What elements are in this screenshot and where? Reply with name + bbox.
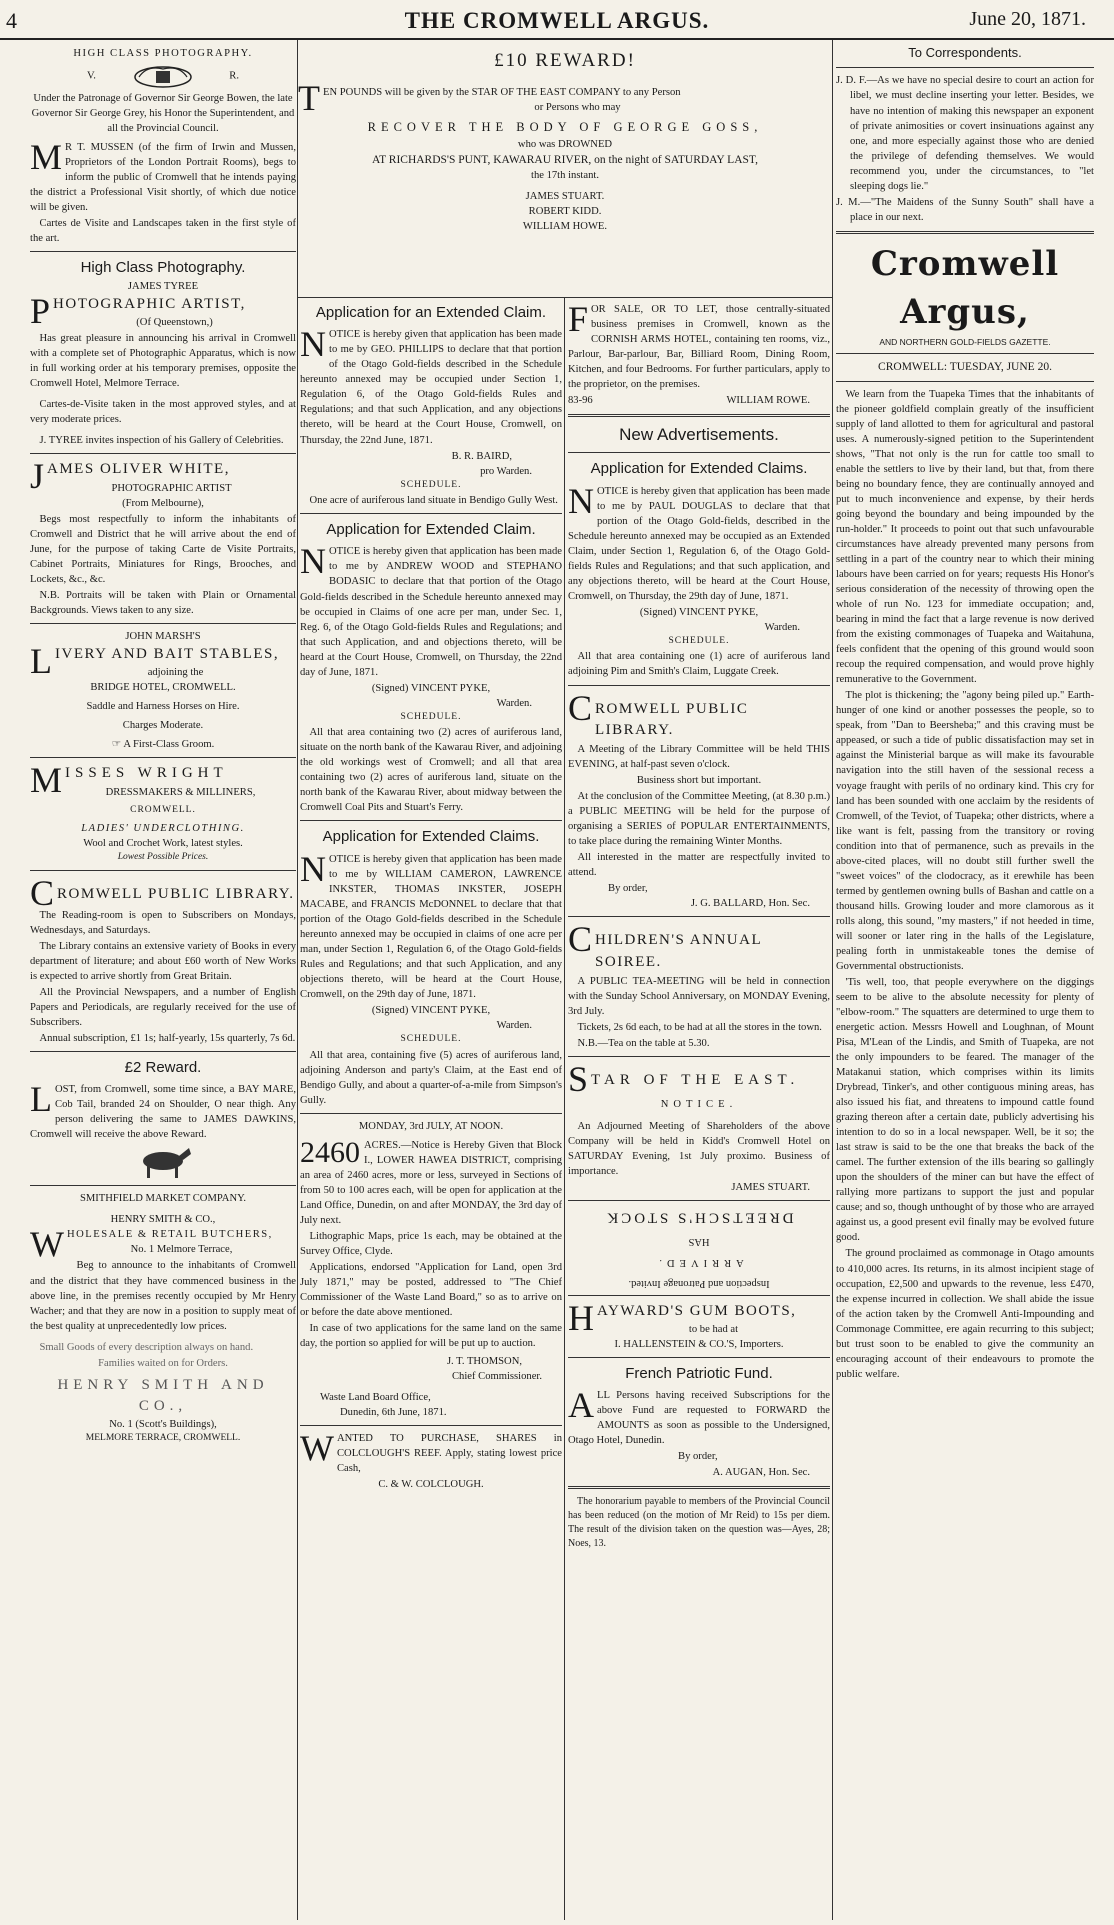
livery-stables-ad [30, 629, 296, 752]
drop-cap: W [300, 1428, 334, 1469]
marsh-groom: A First-Class Groom. [123, 739, 215, 751]
wright-under: LADIES' UNDERCLOTHING. [81, 823, 245, 835]
a1-sched-text: One acre of auriferous land situate in Bendigo Gully West. [309, 495, 558, 507]
white-text: Begs most respectfully to inform the inhabitants of Cromwell and District that he will arrive about the end of June, for the purpose of taking Carte de Visite Portraits, Cabinet Portraits, Miniatures for Rings, Brooches, and Lockets, &c., &c. [30, 513, 296, 585]
drop-cap: F [568, 300, 589, 339]
land-num: 2460 [300, 1135, 360, 1169]
horse-icon [133, 1144, 193, 1180]
wright-wool: Wool and Crochet Work, latest styles. [83, 838, 243, 850]
a3-text: OTICE is hereby given that application has been made to me by WILLIAM CAMERON, LAWRENCE INKSTER, THOMAS INKSTER, JOSEPH MACABE, and FRANCIS McDONNEL to declare that that portion of the Otago Gold-fields described in the Schedule hereunto annexed may be occupied in claims of one acre per man, under Section 1, Regulation 6, of the Otago Gold-fields Rules and Regulations; and that such Application, and any objections thereto, will be heard at the Court House, Cromwell, on the 29th day of June, 1871. [300, 853, 562, 1001]
crest-icon [123, 63, 203, 89]
land-text: ACRES.—Notice is Hereby Given that Block I., LOWER HAWEA DISTRICT, comprising an area of 2460 acres, more or less, surveyed in Sections of from 50 to 100 acres each, will be open for application at the Land Office, Dunedin, on and after MONDAY, the 3rd day of July next. [300, 1139, 562, 1226]
smith-sig3: MELMORE TERRACE, CROMWELL. [85, 1433, 241, 1444]
claim-notice-wood [300, 519, 562, 815]
land-p4: In case of two applications for the same land on the same day, the portion so applied for will be put up to auction. [300, 1323, 562, 1350]
ad-heading: Application for an Extended Claim. [315, 304, 547, 321]
inv-l2: ARRIVED. [654, 1256, 744, 1268]
land-office: Waste Land Board Office, [320, 1392, 431, 1404]
land-notice [300, 1119, 562, 1421]
land-sig2: Chief Commissioner. [451, 1371, 542, 1383]
ad-heading: £10 REWARD! [494, 50, 636, 71]
smith-families: Families waited on for Orders. [98, 1357, 228, 1369]
lib-title: ROMWELL PUBLIC LIBRARY. [57, 885, 295, 902]
sale-ref: 83-96 [568, 395, 593, 407]
crest-r: R. [229, 70, 239, 82]
soiree-title: HILDREN'S ANNUAL SOIREE. [595, 932, 762, 970]
marsh-hotel: BRIDGE HOTEL, CROMWELL. [90, 682, 236, 694]
marsh-saddle: Saddle and Harness Horses on Hire. [86, 701, 240, 713]
white-nb: N.B. Portraits will be taken with Plain or Ornamental Backgrounds. Views taken to any size. [30, 589, 296, 616]
reward-line1: EN POUNDS will be given by the STAR OF THE EAST COMPANY to any Person [323, 86, 681, 98]
tyree-invite: J. TYREE invites inspection of his Gallery of Celebrities. [39, 435, 284, 447]
a3-sched: SCHEDULE. [400, 1034, 462, 1045]
reward-line6: the 17th instant. [531, 170, 599, 182]
drop-cap: T [298, 77, 320, 118]
photography-ad-tyree [30, 257, 296, 448]
sale-text: OR SALE, OR TO LET, those centrally-situated business premises in Cromwell, known as the CORNISH ARMS HOTEL, containing ten rooms, viz., Parlour, Bar-parlour, Bar, Billiard Room, Dining Room, Kitchen, and four Bedrooms. For further particulars, apply to the proprietor, on the premises. [568, 304, 830, 391]
reward-sig3: WILLIAM HOWE. [522, 221, 608, 233]
photography-ad-white [30, 456, 296, 618]
fund-text: LL Persons having received Subscriptions for the above Fund are requested to FORWARD the AMOUNTS as soon as possible to the Undersigned, Otago Hotel, Dunedin. [568, 1390, 830, 1447]
drop-cap: N [300, 541, 326, 582]
french-fund-ad [568, 1363, 830, 1479]
tyree-name: JAMES TYREE [127, 280, 199, 292]
smith-head: SMITHFIELD MARKET COMPANY. [79, 1193, 247, 1205]
smith-goods: Small Goods of every description always on hand. [39, 1341, 254, 1353]
c-sched-text: All that area containing one (1) acre of auriferous land adjoining Pim and Smith's Claim, Luggate Creek. [568, 651, 830, 678]
drop-cap: M [30, 760, 63, 801]
a3-sig: (Signed) VINCENT PYKE, [371, 1005, 491, 1017]
milliners-ad [30, 760, 296, 864]
drop-cap: C [568, 919, 593, 960]
star-text: An Adjourned Meeting of Shareholders of the above Company will be held in Kidd's Cromwell Hotel on SATURDAY Evening, 1st July proximo. Business of importance. [568, 1120, 830, 1177]
soiree-p1: A PUBLIC TEA-MEETING will be held in connection with the Sunday School Anniversary, on MONDAY Evening, 3rd July. [568, 976, 830, 1018]
drop-cap: J [30, 456, 45, 497]
crest-v: V. [87, 70, 96, 82]
gum-sub: to be had at [688, 1323, 739, 1335]
tyree-from: (Of Queenstown,) [136, 316, 213, 328]
mussen-text: R T. MUSSEN (of the firm of Irwin and Mussen, Proprietors of the London Portrait Rooms), begs to inform the public of Cromwell that he intends paying the district a Professional Visit shortly, of which due notice will be given. [30, 142, 296, 214]
drop-cap: P [30, 290, 51, 331]
a2-sig2: Warden. [496, 697, 532, 709]
newspaper-title: THE CROMWELL ARGUS. [404, 8, 710, 33]
a1-sig: B. R. BAIRD, [451, 450, 512, 462]
ad-heading: HIGH CLASS PHOTOGRAPHY. [73, 48, 253, 59]
claim-notice-cameron [300, 826, 562, 1107]
gum-boots-ad [568, 1297, 830, 1352]
lib-p4: Annual subscription, £1 1s; half-yearly, 15s quarterly, 7s 6d. [39, 1032, 296, 1044]
c-sig2: Warden. [764, 621, 800, 633]
reward-line5: AT RICHARDS'S PUNT, KAWARAU RIVER, on the night of SATURDAY LAST, [372, 153, 758, 166]
drop-cap: C [30, 872, 55, 913]
column-1 [30, 44, 296, 1922]
lib-p3: At the conclusion of the Committee Meeting, (at 8.30 p.m.) a PUBLIC MEETING will be held for the purpose of organising a SERIES of POPULAR ENTERTAINMENTS, to take place during the remaining Winter Months. [568, 791, 830, 848]
column-rule [297, 40, 298, 1920]
column-4 [836, 44, 1094, 1922]
drop-cap: W [30, 1224, 64, 1265]
drop-cap: C [568, 687, 593, 728]
drop-cap: A [568, 1385, 594, 1426]
reward-ad [30, 1057, 296, 1180]
ten-pound-reward-ad [298, 44, 832, 296]
reward-sig1: JAMES STUART. [525, 191, 605, 203]
honorarium-note: The honorarium payable to members of the Provincial Council has been reduced (on the motion of Mr Reid) to 15s per diem. The result of the division taken on the question was—Ayes, 28; Noes, 13. [568, 1495, 830, 1550]
drop-cap: N [300, 848, 326, 889]
c-text: OTICE is hereby given that application has been made to me by PAUL DOUGLAS to declare that that portion of the Otago Gold-fields, described in the Schedule hereunto annexed may be occupied as an Extended Claim, under Section 1, Regulation 6, of the Otago Gold-fields Rules and Regulations; and that such application, and any objections thereto, will be heard at the Court House, Cromwell, on Thursday, the 29th day of June, 1871. [568, 485, 830, 602]
lib-p1: The Reading-room is open to Subscribers on Mondays, Wednesdays, and Saturdays. [30, 909, 296, 936]
column-rule [832, 40, 833, 1920]
fund-by: By order, [678, 1451, 718, 1463]
patronage-text: Under the Patronage of Governor Sir George Bowen, the late Governor Sir George Grey, his Honor the Superintendent, and all the Provincial Council. [31, 93, 295, 135]
reward-line3: RECOVER THE BODY OF GEORGE GOSS, [367, 120, 763, 135]
correspondent-reply-1: J. D. F.—As we have no special desire to court an action for libel, we must decline inserting your letter. Besides, we have no intention of making this newspaper an exponent of private animosities or covert insinuations against any one, and more especially against those who are denied the privilege of defending themselves. We would recommend you, under the circumstances, to "let sleeping dogs lie." [836, 75, 1094, 192]
drop-cap: M [30, 137, 63, 178]
lib-p4: All interested in the matter are respectfully invited to attend. [568, 852, 830, 879]
a3-sched-text: All that area, containing five (5) acres of auriferous land, adjoining Anderson and party's Claim, at the East end of Bendigo Gully, and about a quarter-of-a-mile from Simpson's Gully. [300, 1049, 562, 1106]
land-p2: Lithographic Maps, price 1s each, may be obtained at the Survey Office, Clyde. [300, 1230, 562, 1257]
ad-heading: Application for Extended Claim. [326, 521, 536, 539]
library-ad [30, 872, 296, 1046]
reward-line2: or Persons who may [534, 102, 621, 113]
lib-p3: All the Provincial Newspapers, and a number of English Papers and Periodicals, are regularly received for the use of Subscribers. [30, 986, 296, 1028]
land-sig: J. T. THOMSON, [446, 1356, 522, 1368]
column-2 [300, 300, 562, 1922]
drop-cap: S [568, 1059, 589, 1100]
inv-l1: Inspection and Patronage Invited. [628, 1277, 770, 1289]
gum-sig: I. HALLENSTEIN & CO.'S, Importers. [614, 1339, 784, 1351]
issue-date: June 20, 1871. [969, 8, 1086, 30]
editorial-paragraph-3: 'Tis well, too, that people everywhere on the diggings seem to be alive to the absolute necessity for plenty of "elbow-room." The squatters are determined to urge them to energetic action. Messrs Howell and Loughnan, of Mount Pisa, M'Lean of the Lindis, and Smith of Tuapeka, are not the only impounders to be feared. The manager of the Matakanui station, which comprises within its limits Drybread, Tinker's, and other contiguous mining areas, has also issued his fiat, and threatens to impound cattle found grazing thereon after a certain date, publicly advertising his intention to do so in a local newspaper. Well, be it so; the last straw is said to be the one that breaks the back of the camel. The further extension of the ills bearing so gallingly upon the shoulders of the miner can but have the effect of rallying more partizans to support the just and popular cause; and so, though unthought of by those who are arrayed against us, a good present evil finally may be evolved future good. [836, 976, 1094, 1244]
shares-sig: C. & W. COLCLOUGH. [378, 1479, 484, 1491]
editorial-paragraph-4: The ground proclaimed as commonage in Otago amounts to 410,000 acres. Its returns, in its almost incipient stage of occupation, £2,500 and upwards to the revenue, less £470, the expense incurred in collection. We shall abide the issue of the action taken by the Cromwell Anti-Impounding and Commonage Committee, ere again recurring to this subject; but trust soon to be enabled to give the community an encouraging account of their endeavours to promote the public welfare. [836, 1248, 1094, 1380]
smith-name: HENRY SMITH & CO., [110, 1214, 216, 1226]
ad-heading: £2 Reward. [124, 1058, 202, 1076]
ad-heading: Application for Extended Claims. [322, 828, 540, 846]
a2-sched-text: All that area containing two (2) acres of auriferous land, situate on the north bank of the Kawarau River, and adjoining the old workings west of Cromwell; and all that area containing two (2) acres of auriferous land, situate on the north bank of the Kawarau River, about midway between the Cromwell Coal Pits and Stuart's Ferry. [300, 727, 562, 814]
soiree-nb: N.B.—Tea on the table at 5.30. [577, 1038, 710, 1050]
c-sig: (Signed) VINCENT PYKE, [639, 606, 759, 618]
mussen-cartes: Cartes de Visite and Landscapes taken in the first style of the art. [30, 218, 296, 245]
ad-heading: Application for Extended Claims. [590, 460, 808, 478]
inverted-stock-ad [568, 1206, 830, 1290]
correspondent-reply-2: J. M.—"The Maidens of the Sunny South" shall have a place in our next. [836, 196, 1094, 223]
for-sale-ad [568, 302, 830, 408]
newspaper-nameplate: Cromwell Argus, [870, 243, 1060, 333]
reward-sig2: ROBERT KIDD. [528, 206, 602, 218]
lib-p2: The Library contains an extensive variety of Books in every department of literature; and about £60 worth of New Works is expected to arrive shortly from Great Britain. [30, 940, 296, 982]
lib-p1: A Meeting of the Library Committee will be held THIS EVENING, at half-past seven o'clock. [568, 744, 830, 771]
white-name: AMES OLIVER WHITE, [47, 461, 230, 478]
marsh-groom-line [30, 737, 296, 752]
photography-ad-mussen [30, 46, 296, 246]
tyree-title: HOTOGRAPHIC ARTIST, [53, 295, 246, 312]
tyree-cartes: Cartes-de-Visite taken in the most approved styles, and at very moderate prices. [30, 399, 296, 426]
lib-title: ROMWELL PUBLIC LIBRARY. [595, 700, 749, 738]
a3-sig2: Warden. [496, 1020, 532, 1032]
library-meeting-ad [568, 687, 830, 912]
column-3 [568, 300, 830, 1922]
wright-title: ISSES WRIGHT [65, 765, 228, 782]
editorial-paragraph-2: The plot is thickening; the "agony being piled up." Earth-hunger of one kind or another possesses the people, so to speak, from "Dan to Beersheba;" and this craving must be appeased, or such a tide of public dissatisfaction may set in against the Ministerial barque as will make its favourable navigation into the still haven of the sessional recess a voyage fraught with perils of no ordinary kind. This cry for land has been sounded with one acclaim by the residents of Cromwell, of the Teviot, of Tuapeka; other districts, where a like want is felt, passing from the transitory or roving condition into that of permanence, such as prevails in the above-cited places, will no doubt still further swell the "sweet voices" of the clodocracy, as it erewhile has been termed by gentlemen owning bulls of Bashan and cattle on a thousand hills. Growing louder and more clamorous as it rolls along, this sound, "my masters," if not heeded in time, will sooner or later ring in the halls of the Legislature, pealing forth in unmistakeable tones the demise of Governmental obstructionists. [836, 690, 1094, 972]
ad-heading: High Class Photography. [80, 259, 246, 277]
column-rule [564, 298, 565, 1920]
a2-sig: (Signed) VINCENT PYKE, [371, 682, 491, 694]
a2-text: OTICE is hereby given that application has been made to me by ANDREW WOOD and STEPHANO BODASIC to declare that that portion of the Otago Gold-fields described in the Schedule hereunto annexed may be occupied in Claims of one acre per man, under Sec. 1, Reg. 6, of the Otago Gold-fields Rules and Regulations; and that such Application, and and objections thereto, will be heard at the Court House, Cromwell, on Thursday, the 22nd day of June, 1871. [300, 546, 562, 678]
ad-heading: French Patriotic Fund. [625, 1365, 773, 1383]
masthead [0, 0, 1114, 40]
land-head: MONDAY, 3rd JULY, AT NOON. [358, 1120, 504, 1132]
lib-sig: J. G. BALLARD, Hon. Sec. [690, 898, 810, 910]
butchers-ad [30, 1191, 296, 1445]
lib-by: By order, [608, 883, 648, 895]
inv-l4: DREETSCH'S STOCK [604, 1208, 794, 1225]
drop-cap: H [568, 1297, 594, 1338]
a1-text: OTICE is hereby given that application has been made to me by GEO. PHILLIPS to declare that that portion of the Otago Gold-fields described in the Schedule hereunto annexed may be occupied under Section 1, Regulation 6, of the Otago Gold-fields Rules and Regulations; and that such Application, and any objections thereto, will be heard at the Court House, Cromwell, on Thursday, the 22nd June, 1871. [300, 329, 562, 446]
marsh-adj: adjoining the [147, 667, 204, 679]
marsh-name: JOHN MARSH'S [125, 630, 201, 642]
drop-cap: N [300, 324, 326, 365]
gum-title: AYWARD'S GUM BOOTS, [597, 1302, 797, 1319]
a2-sched: SCHEDULE. [400, 711, 462, 722]
claim-notice-phillips [300, 302, 562, 508]
land-p3: Applications, endorsed "Application for Land, open 3rd July 1871," may be posted, addressed to "The Chief Commissioner of the Waste Land Board," so as to arrive on or before the date above mentioned. [300, 1262, 562, 1319]
wright-town: CROMWELL. [130, 804, 196, 815]
marsh-charges: Charges Moderate. [122, 720, 204, 732]
smith-sig2: No. 1 (Scott's Buildings), [109, 1419, 217, 1431]
nameplate-subtitle: AND NORTHERN GOLD-FIELDS GAZETTE. [879, 337, 1051, 348]
shares-text: ANTED TO PURCHASE, SHARES in COLCLOUGH'S REEF. Apply, stating lowest price Cash, [336, 1433, 562, 1475]
sale-footer [568, 393, 830, 408]
fund-sig: A. AUGAN, Hon. Sec. [712, 1466, 810, 1478]
soiree-p2: Tickets, 2s 6d each, to be had at all the stores in the town. [577, 1022, 822, 1034]
smith-text: Beg to announce to the inhabitants of Cromwell and the district that they have commenced business in the above line, in the premises recently occupied by Mr Henry Wacher; and that they are now in a position to supply meat of the best quality at unprecedentedly low prices. [30, 1260, 296, 1332]
smith-sig: HENRY SMITH AND CO., [57, 1376, 269, 1414]
shares-wanted-ad [300, 1428, 562, 1492]
white-from: (From Melbourne), [122, 497, 204, 509]
marsh-title: IVERY AND BAIT STABLES, [55, 645, 280, 662]
page-number: 4 [6, 8, 17, 33]
drop-cap: L [30, 1079, 52, 1120]
c-sched: SCHEDULE. [668, 635, 730, 646]
drop-cap: L [30, 640, 52, 681]
pointing-hand-icon: ☞ [111, 739, 122, 751]
star-notice: NOTICE. [660, 1099, 738, 1111]
land-date: Dunedin, 6th June, 1871. [340, 1407, 447, 1419]
reward-text: OST, from Cromwell, some time since, a BAY MARE, Cob Tail, branded 24 on Shoulder, O near thigh. Any person delivering the same to JAMES DAWKINS, Cromwell will receive the above Reward. [30, 1084, 296, 1141]
claim-notice-douglas [568, 458, 830, 679]
royal-crest [30, 63, 296, 89]
star-title: TAR OF THE EAST. [591, 1072, 800, 1089]
reward-line4: who was DROWNED [517, 138, 613, 150]
white-title: PHOTOGRAPHIC ARTIST [111, 482, 232, 494]
smith-addr: No. 1 Melmore Terrace, [130, 1244, 233, 1256]
editorial-paragraph-1: We learn from the Tuapeka Times that the inhabitants of the pioneer goldfield complain greatly of the insufficient supply of land allotted to them for agricultural and pastoral uses. A numerously-signed petition to the Superintendent shows, "That not only is the run for cattle too small to enable the settlers to live by their land, but that, from there being no boundary fence, they are continually annoyed and put to much inconvenience and expense, by their herds going beyond the boundary and being impounded by the run-holder." It proceeds to point out that such unfavourable circumstances have already prevented many persons from settling in a part of the country near to which their mining labours have been carried on for years; requests His Honor's serious consideration of the necessity of throwing open the whole of run No. 123 for immediate occupation; and, bearing in mind the fact that a large revenue is now derived from the existing commonages of Tuapeka and Waitahuna, feels confident that the opening of this ground would soon recoup the required compensation, and would prove highly remunerative to the Government. [836, 388, 1094, 686]
inv-l3: HAS [688, 1235, 710, 1247]
tyree-text: Has great pleasure in announcing his arrival in Cromwell with a complete set of Photographic Apparatus, which is now in full working order at his temporary premises, opposite the Cromwell Hotel, Melmore Terrace. [30, 333, 296, 390]
wide-ad-rule [298, 297, 832, 298]
star-of-the-east-ad [568, 1059, 830, 1194]
editorial-dateline: CROMWELL: TUESDAY, JUNE 20. [878, 361, 1052, 374]
a1-sched: SCHEDULE. [400, 479, 462, 490]
soiree-ad [568, 919, 830, 1051]
a1-sig2: pro Warden. [480, 465, 532, 477]
drop-cap: N [568, 480, 594, 521]
sale-sig: WILLIAM ROWE. [726, 395, 810, 407]
new-advertisements-heading: New Advertisements. [619, 425, 779, 445]
wright-prices: Lowest Possible Prices. [117, 852, 209, 863]
smith-title: HOLESALE & RETAIL BUTCHERS, [66, 1229, 273, 1241]
lib-p2: Business short but important. [636, 775, 762, 787]
correspondents-heading: To Correspondents. [908, 45, 1022, 60]
star-sig: JAMES STUART. [731, 1181, 810, 1193]
wright-sub: DRESSMAKERS & MILLINERS, [105, 786, 256, 798]
